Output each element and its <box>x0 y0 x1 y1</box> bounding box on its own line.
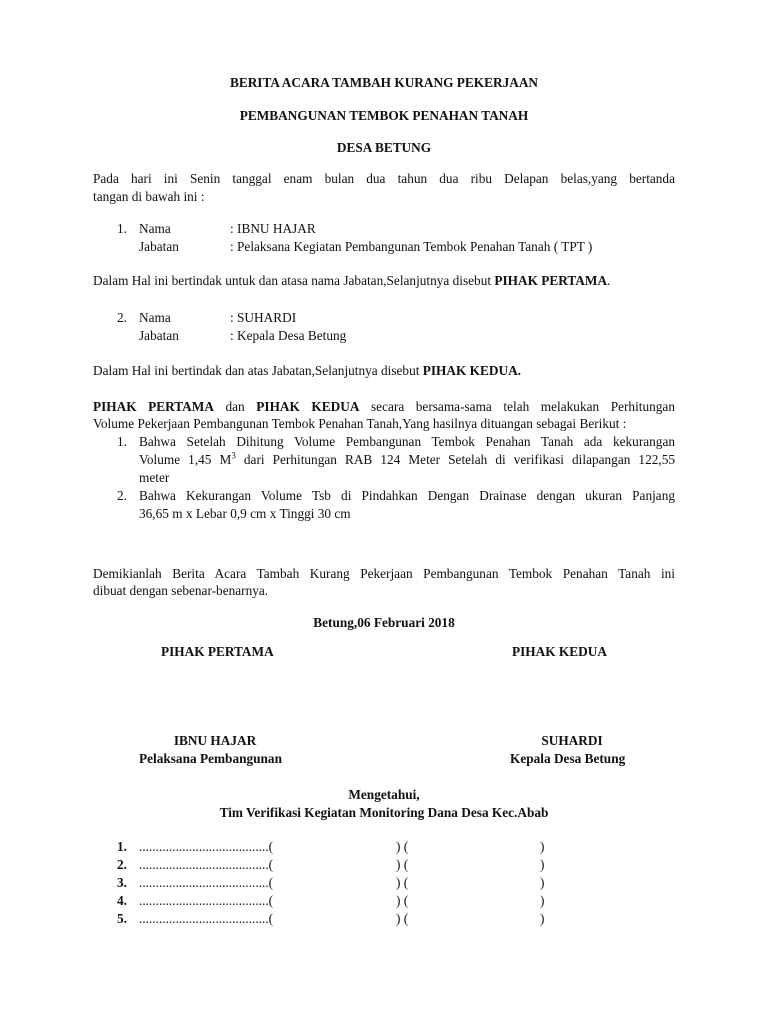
agreement-line-1-rest: secara bersama-sama telah melakukan Perhitungan <box>359 399 675 414</box>
party2-position-value: : Kepala Desa Betung <box>230 328 347 343</box>
verifier-5-dots: .......................................( <box>139 911 274 926</box>
party2-statement <box>93 362 521 380</box>
verifier-3-dots: .......................................( <box>139 875 274 890</box>
verifier-2-dots: .......................................( <box>139 857 274 872</box>
verifier-5-mid: ) ( <box>396 911 409 926</box>
agreement-item-1-sup: 3 <box>231 450 236 461</box>
intro-line-2: tangan di bawah ini : <box>93 189 205 204</box>
agreement-line-2: Volume Pekerjaan Pembangunan Tembok Penahan Tanah,Yang hasilnya dituangan sebagai Berikut : <box>93 416 627 431</box>
party1-statement <box>93 272 610 290</box>
verifier-3-mid: ) ( <box>396 875 409 890</box>
intro-line-1: Pada hari ini Senin tanggal enam bulan dua tahun dua ribu Delapan belas,yang bertanda <box>93 171 675 186</box>
agreement-and: dan <box>213 399 257 414</box>
acknowledgement-line-2: Tim Verifikasi Kegiatan Monitoring Dana Desa Kec.Abab <box>219 805 549 820</box>
date-place: Betung,06 Februari 2018 <box>313 615 455 630</box>
verifier-1-end: ) <box>540 839 545 854</box>
verifier-4-number: 4. <box>117 893 127 908</box>
document-title: BERITA ACARA TAMBAH KURANG PEKERJAAN <box>229 75 539 90</box>
party1-statement-suffix: . <box>607 273 611 288</box>
party2-name-label: Nama <box>139 310 171 325</box>
verifier-1-number: 1. <box>117 839 127 854</box>
agreement-item-2-number: 2. <box>117 488 127 503</box>
agreement-item-1-line-3: meter <box>139 470 170 485</box>
agreement-item-1-volume: Volume 1,45 M <box>139 452 232 467</box>
agreement-line-1 <box>93 398 675 416</box>
document-subtitle: PEMBANGUNAN TEMBOK PENAHAN TANAH <box>239 108 529 123</box>
party1-statement-bold: PIHAK PERTAMA <box>494 273 608 288</box>
party1-number: 1. <box>117 221 127 236</box>
verifier-2-mid: ) ( <box>396 857 409 872</box>
closing-line-2: dibuat dengan sebenar-benarnya. <box>93 583 269 598</box>
signature-left-title: Pelaksana Pembangunan <box>139 751 282 766</box>
verifier-2-end: ) <box>540 857 545 872</box>
agreement-item-1-line-2 <box>139 451 675 469</box>
party2-position-label: Jabatan <box>139 328 179 343</box>
agreement-item-1-number: 1. <box>117 434 127 449</box>
agreement-item-1-line-1: Bahwa Setelah Dihitung Volume Pembangunan Tembok Penahan Tanah ada kekurangan <box>139 434 675 449</box>
party1-statement-prefix: Dalam Hal ini bertindak untuk dan atasa nama Jabatan,Selanjutnya disebut <box>93 273 495 288</box>
party2-statement-prefix: Dalam Hal ini bertindak dan atas Jabatan,Selanjutnya disebut <box>93 363 423 378</box>
signature-right-name: SUHARDI <box>541 733 603 748</box>
signature-right-role: PIHAK KEDUA <box>512 644 607 659</box>
agreement-item-1-rest: dari Perhitungan RAB 124 Meter Setelah di verifikasi dilapangan 122,55 <box>235 452 675 467</box>
verifier-5-number: 5. <box>117 911 127 926</box>
signature-left-name: IBNU HAJAR <box>173 733 257 748</box>
acknowledgement-line-1: Mengetahui, <box>348 787 420 802</box>
agreement-item-2-line-1: Bahwa Kekurangan Volume Tsb di Pindahkan Dengan Drainase dengan ukuran Panjang <box>139 488 675 503</box>
signature-left-role: PIHAK PERTAMA <box>161 644 274 659</box>
verifier-4-dots: .......................................( <box>139 893 274 908</box>
verifier-4-mid: ) ( <box>396 893 409 908</box>
closing-line-1: Demikianlah Berita Acara Tambah Kurang Pekerjaan Pembangunan Tembok Penahan Tanah ini <box>93 566 675 581</box>
verifier-3-end: ) <box>540 875 545 890</box>
verifier-3-number: 3. <box>117 875 127 890</box>
signature-right-title: Kepala Desa Betung <box>510 751 626 766</box>
party2-statement-bold: PIHAK KEDUA. <box>422 363 522 378</box>
party2-number: 2. <box>117 310 127 325</box>
agreement-item-2-line-2: 36,65 m x Lebar 0,9 cm x Tinggi 30 cm <box>139 506 351 521</box>
party1-position-label: Jabatan <box>139 239 179 254</box>
verifier-4-end: ) <box>540 893 545 908</box>
party1-name-label: Nama <box>139 221 171 236</box>
agreement-party1: PIHAK PERTAMA <box>93 399 214 414</box>
verifier-2-number: 2. <box>117 857 127 872</box>
party1-name-value: : IBNU HAJAR <box>230 221 316 236</box>
verifier-1-mid: ) ( <box>396 839 409 854</box>
party2-name-value: : SUHARDI <box>230 310 297 325</box>
verifier-5-end: ) <box>540 911 545 926</box>
document-village: DESA BETUNG <box>336 140 432 155</box>
party1-position-value: : Pelaksana Kegiatan Pembangunan Tembok Penahan Tanah ( TPT ) <box>230 239 593 254</box>
agreement-party2: PIHAK KEDUA <box>256 399 360 414</box>
verifier-1-dots: .......................................( <box>139 839 274 854</box>
